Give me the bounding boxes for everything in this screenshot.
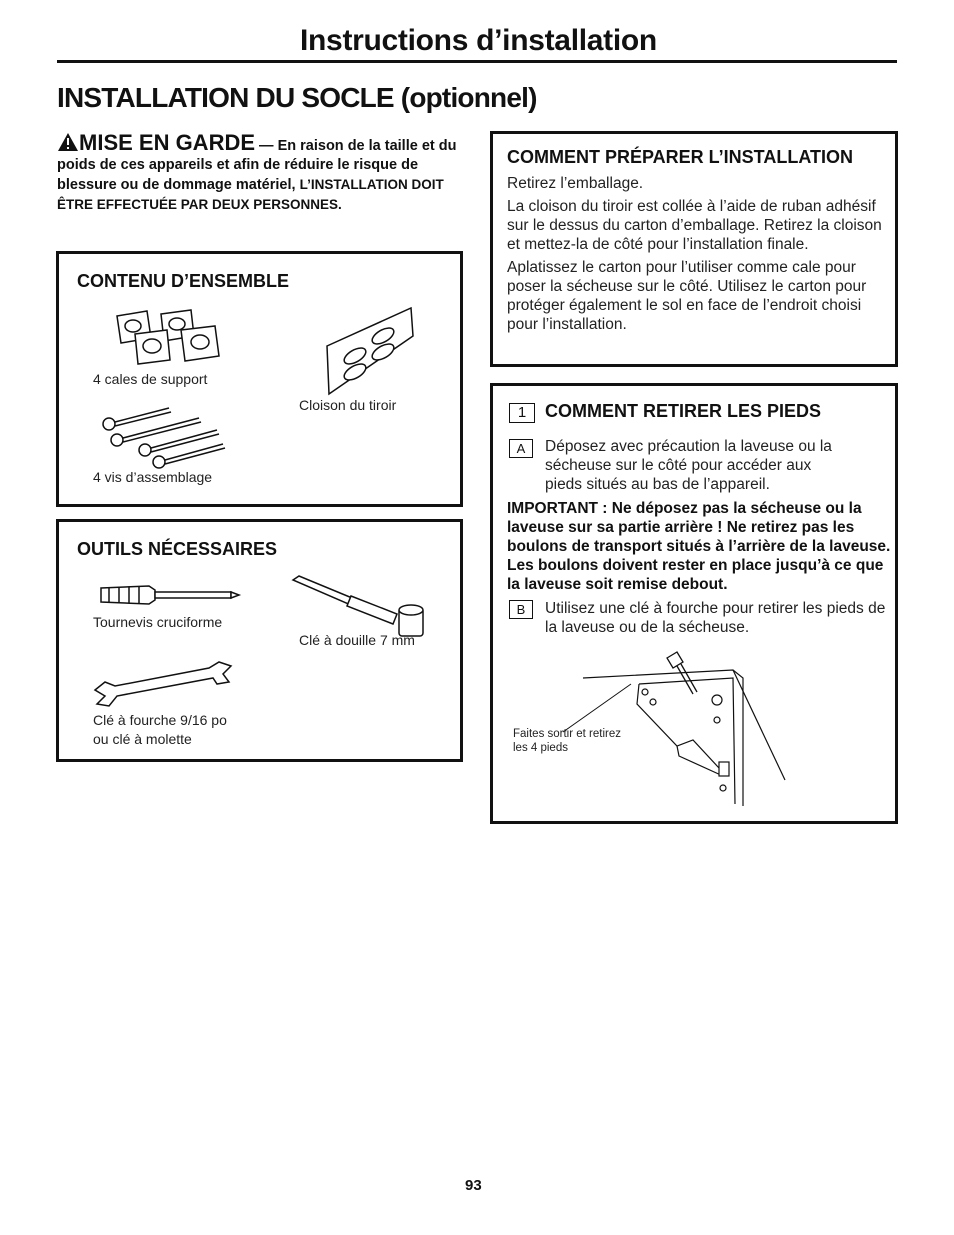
step-number-badge: 1 — [509, 403, 535, 423]
drawer-divider-illustration — [319, 306, 419, 396]
step-b-text: Utilisez une clé à fourche pour retirer les pieds de la laveuse ou de la sécheuse. — [545, 600, 886, 636]
prepare-title: COMMENT PRÉPARER L’INSTALLATION — [507, 147, 853, 167]
open-end-wrench-illustration — [93, 660, 233, 710]
screwdriver-illustration — [99, 580, 239, 610]
screwdriver-caption: Tournevis cruciforme — [93, 614, 223, 630]
warning-triangle-icon — [57, 132, 79, 152]
important-note: IMPORTANT : Ne déposez pas la sécheuse ou la laveuse sur sa partie arrière ! Ne retirez pas les boulons de transport situés à l’arrière de la laveuse. Les boulons doivent rester en place jusqu’à ce que la laveuse soit remise debout. — [507, 500, 891, 593]
kit-title: CONTENU D’ENSEMBLE — [77, 271, 290, 291]
divider-caption: Cloison du tiroir — [299, 397, 397, 413]
remove-feet-title: COMMENT RETIRER LES PIEDS — [545, 401, 822, 421]
tools-box — [56, 519, 463, 762]
wrench-caption-line2: ou clé à molette — [93, 731, 192, 747]
support-pads-illustration — [107, 308, 237, 368]
prepare-paragraph-3: Aplatissez le carton pour l’utiliser comme cale pour poser la sécheuse sur le côté. Utilisez le carton pour protéger également le sol en face de l’endroit choisi pour l’installation. — [507, 259, 867, 333]
page-number: 93 — [465, 1177, 482, 1194]
warning-text: En raison de la taille et du poids de ces appareils et afin de réduire le risque de blessure ou de dommage matériel, — [57, 138, 457, 193]
step-b-badge: B — [509, 600, 533, 619]
diagram-caption-line1: Faites sortir et retirez — [513, 728, 621, 740]
warning-text-caps: L’INSTALLATION DOIT ÊTRE EFFECTUÉE PAR DEUX PERSONNES. — [57, 177, 444, 212]
kit-box — [56, 251, 463, 507]
prepare-body — [507, 174, 887, 338]
wrench-caption-line1: Clé à fourche 9/16 po — [93, 712, 227, 728]
prepare-paragraph-2: La cloison du tiroir est collée à l’aide de ruban adhésif sur le dessus du carton d’emballage. Retirez la cloison et mettez-la de côté pour l’installation finale. — [507, 198, 882, 253]
socket-wrench-caption: Clé à douille 7 mm — [299, 632, 415, 648]
section-title: INSTALLATION DU SOCLE (optionnel) — [57, 82, 537, 113]
tools-title: OUTILS NÉCESSAIRES — [77, 539, 278, 559]
screws-illustration — [99, 404, 229, 474]
warning-heading: MISE EN GARDE — [79, 130, 256, 155]
prepare-box — [490, 131, 898, 367]
warning-dash: — — [255, 138, 278, 154]
warning-block — [57, 132, 467, 215]
prepare-paragraph-1: Retirez l’emballage. — [507, 175, 644, 192]
diagram-caption-line2: les 4 pieds — [513, 742, 568, 754]
remove-feet-box — [490, 383, 898, 824]
screws-caption: 4 vis d’assemblage — [93, 469, 213, 485]
pads-caption: 4 cales de support — [93, 371, 208, 387]
step-a-text: Déposez avec précaution la laveuse ou la sécheuse sur le côté pour accéder aux pieds situés au bas de l’appareil. — [545, 438, 832, 493]
step-a-badge: A — [509, 439, 533, 458]
page-header-title: Instructions d’installation — [300, 24, 657, 57]
header-rule — [57, 60, 897, 63]
